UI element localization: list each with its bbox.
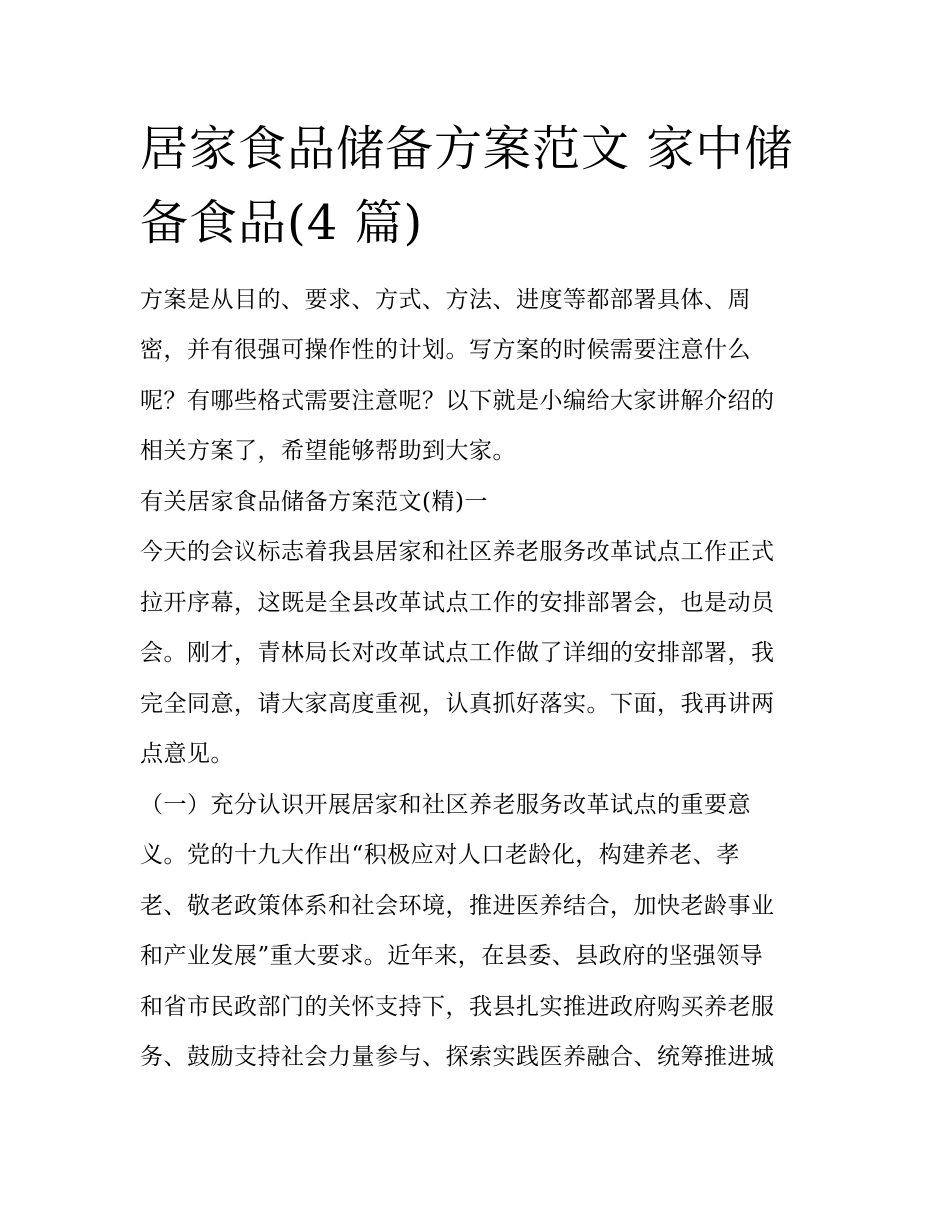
intro-line: 方案是从目的、要求、方式、方法、进度等都部署具体、周 <box>140 287 751 313</box>
section-heading: 有关居家食品储备方案范文(精)一 <box>140 489 488 515</box>
body-text-line: 拉开序幕，这既是全县改革试点工作的安排部署会，也是动员 <box>140 590 775 616</box>
body-text-line: （一）充分认识开展居家和社区养老服务改革试点的重要意 <box>140 792 751 818</box>
body-text-line: 和省市民政部门的关怀支持下，我县扎实推进政府购买养老服 <box>140 994 775 1020</box>
title-line-2: 备食品(4 篇) <box>140 195 424 251</box>
body-text-line: 务、鼓励支持社会力量参与、探索实践医养融合、统筹推进城 <box>140 1044 775 1070</box>
intro-line: 呢？有哪些格式需要注意呢？以下就是小编给大家讲解介绍的 <box>140 388 775 414</box>
body-text-line: 点意见。 <box>140 741 234 767</box>
body-text-line: 老、敬老政策体系和社会环境，推进医养结合，加快老龄事业 <box>140 893 775 919</box>
body-text-line: 完全同意，请大家高度重视，认真抓好落实。下面，我再讲两 <box>140 691 775 717</box>
body-text-line: 义。党的十九大作出“积极应对人口老龄化，构建养老、孝 <box>140 842 740 868</box>
body-text-line: 会。刚才，青林局长对改革试点工作做了详细的安排部署，我 <box>140 640 775 666</box>
body-text-line: 今天的会议标志着我县居家和社区养老服务改革试点工作正式 <box>140 539 775 565</box>
document-title <box>140 112 820 260</box>
title-line-1: 居家食品储备方案范文 家中储 <box>140 121 794 177</box>
intro-line: 相关方案了，希望能够帮助到大家。 <box>140 438 516 464</box>
intro-line: 密，并有很强可操作性的计划。写方案的时候需要注意什么 <box>140 337 751 363</box>
body-text-line: 和产业发展”重大要求。近年来，在县委、县政府的坚强领导 <box>140 943 764 969</box>
